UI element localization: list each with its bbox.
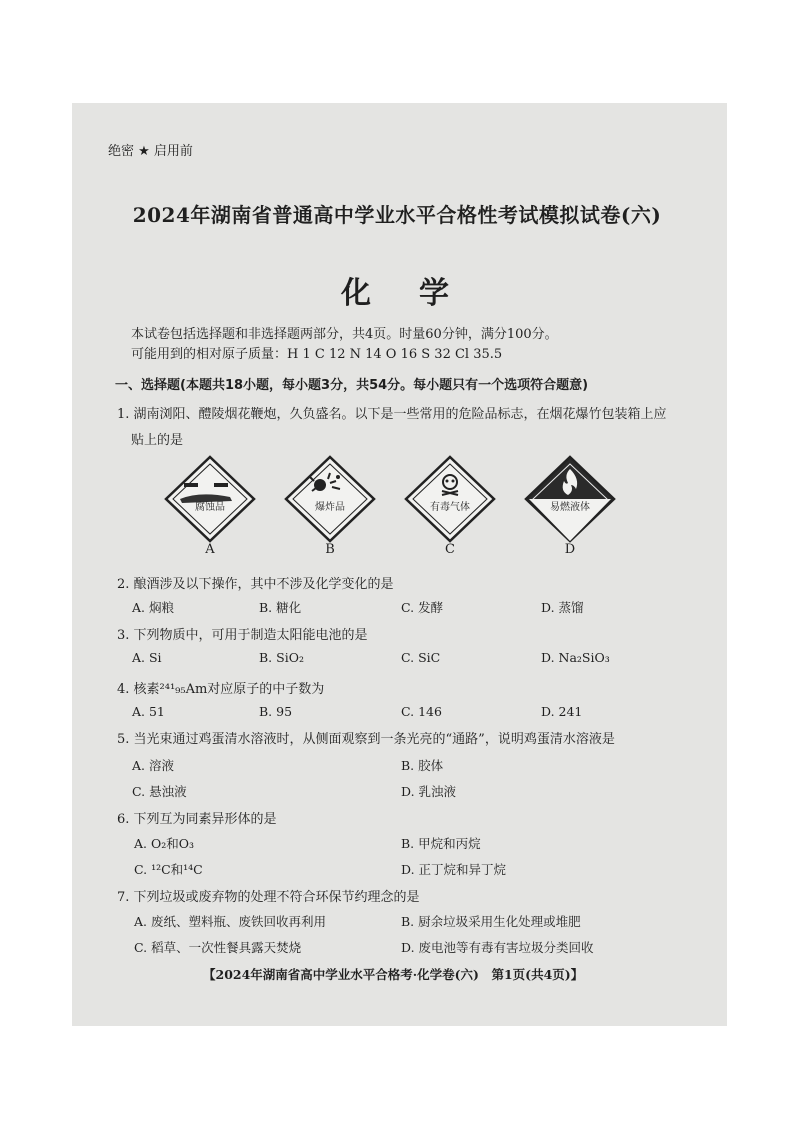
q3-option-c: C. SiC — [401, 650, 441, 665]
page-footer: 【2024年湖南省高中学业水平合格考·化学卷(六) 第1页(共4页)】 — [203, 967, 584, 982]
q5-stem: 5. 当光束通过鸡蛋清水溶液时，从侧面观察到一条光亮的“通路”，说明鸡蛋清水溶液是 — [117, 732, 615, 747]
q1-stem-line2: 贴上的是 — [131, 433, 184, 448]
q3-option-b: B. SiO₂ — [259, 650, 304, 665]
intro-line-1: 本试卷包括选择题和非选择题两部分，共4页。时量60分钟，满分100分。 — [131, 327, 558, 342]
q1-stem-line1: 1. 湖南浏阳、醴陵烟花鞭炮，久负盛名。以下是一些常用的危险品标志，在烟花爆竹包装箱上应 — [117, 407, 667, 422]
q6-option-b: B. 甲烷和丙烷 — [401, 836, 481, 851]
q2-stem: 2. 酿酒涉及以下操作，其中不涉及化学变化的是 — [117, 577, 394, 592]
q5-option-c: C. 悬浊液 — [132, 784, 187, 799]
q2-option-d: D. 蒸馏 — [541, 600, 584, 615]
q7-stem: 7. 下列垃圾或废弃物的处理不符合环保节约理念的是 — [117, 890, 420, 905]
q7-option-a: A. 废纸、塑料瓶、废铁回收再利用 — [134, 914, 326, 929]
q4-option-c: C. 146 — [401, 704, 442, 719]
q6-option-c: C. ¹²C和¹⁴C — [134, 862, 203, 877]
sign-c — [400, 455, 500, 565]
hazard-signs — [160, 455, 620, 565]
q2-option-c: C. 发酵 — [401, 600, 444, 615]
q2-option-b: B. 糖化 — [259, 600, 302, 615]
sign-b-label: 爆炸品 — [315, 502, 345, 513]
sign-d-label: 易燃液体 — [550, 502, 590, 513]
sign-a — [160, 455, 260, 565]
sign-d-letter: D — [564, 542, 576, 557]
q4-option-b: B. 95 — [259, 704, 293, 719]
sign-b — [280, 455, 380, 565]
q2-option-a: A. 焖粮 — [132, 600, 174, 615]
q5-option-a: A. 溶液 — [132, 758, 174, 773]
subject-title: 化 学 — [341, 276, 453, 311]
q5-option-b: B. 胶体 — [401, 758, 444, 773]
sign-c-label: 有毒气体 — [430, 502, 470, 513]
section-heading: 一、选择题(本题共18小题，每小题3分，共54分。每小题只有一个选项符合题意) — [115, 378, 589, 393]
confidential-mark: 绝密 ★ 启用前 — [108, 144, 193, 159]
sign-a-label: 腐蚀品 — [195, 502, 225, 513]
sign-b-letter: B — [325, 542, 335, 557]
q5-option-d: D. 乳浊液 — [401, 784, 457, 799]
intro-line-2: 可能用到的相对原子质量：H 1 C 12 N 14 O 16 S 32 Cl 35.5 — [131, 347, 503, 362]
q4-stem: 4. 核素²⁴¹₉₅Am对应原子的中子数为 — [117, 682, 325, 697]
q4-option-d: D. 241 — [541, 704, 583, 719]
q3-option-a: A. Si — [132, 650, 162, 665]
exam-title: 2024年湖南省普通高中学业水平合格性考试模拟试卷(六) — [132, 203, 662, 227]
q7-option-b: B. 厨余垃圾采用生化处理或堆肥 — [401, 914, 581, 929]
q6-option-a: A. O₂和O₃ — [134, 836, 194, 851]
q6-option-d: D. 正丁烷和异丁烷 — [401, 862, 507, 877]
sign-a-letter: A — [205, 542, 215, 557]
q7-option-d: D. 废电池等有毒有害垃圾分类回收 — [401, 940, 594, 955]
q4-option-a: A. 51 — [132, 704, 165, 719]
sign-d — [520, 455, 620, 565]
q6-stem: 6. 下列互为同素异形体的是 — [117, 812, 277, 827]
q3-option-d: D. Na₂SiO₃ — [541, 650, 610, 665]
q3-stem: 3. 下列物质中，可用于制造太阳能电池的是 — [117, 628, 368, 643]
q7-option-c: C. 稻草、一次性餐具露天焚烧 — [134, 940, 302, 955]
sign-c-letter: C — [445, 542, 455, 557]
